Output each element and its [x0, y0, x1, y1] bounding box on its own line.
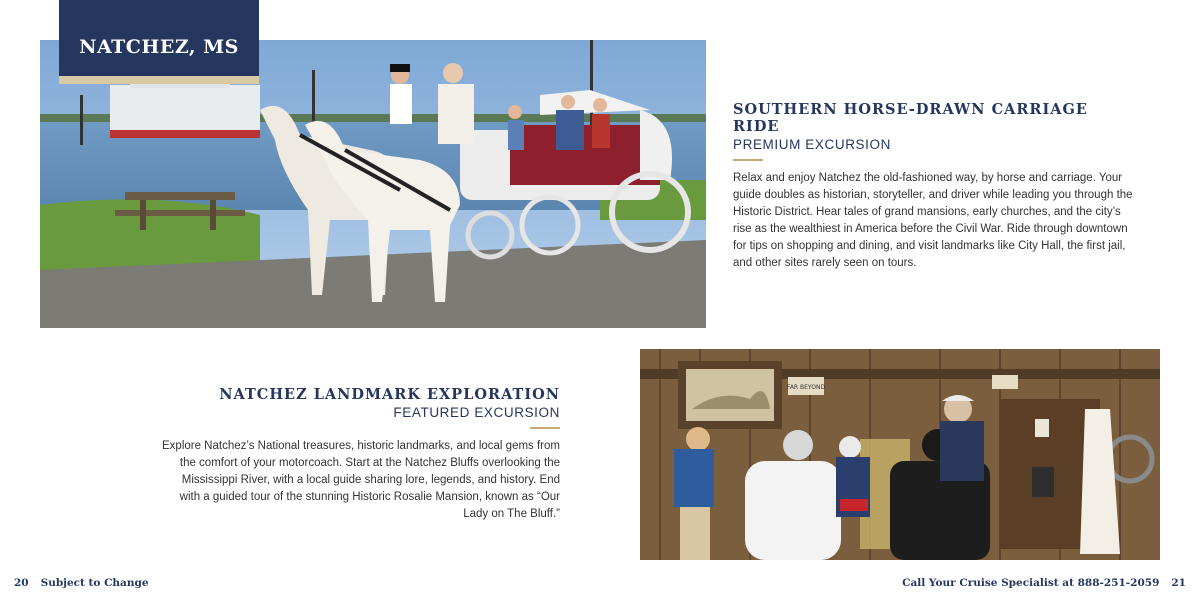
footer-disclaimer: Subject to Change — [40, 577, 149, 589]
excursion-carriage-section — [733, 101, 1133, 272]
sign-text: FAR BEYOND — [786, 384, 826, 391]
excursion-title: SOUTHERN HORSE-DRAWN CARRIAGE RIDE — [733, 101, 1088, 135]
title-tab-accent — [59, 76, 259, 84]
landmark-tour-illustration — [640, 349, 1160, 560]
footer-left — [14, 577, 149, 589]
divider — [733, 159, 763, 161]
footer-right — [902, 577, 1186, 589]
excursion-subtitle: PREMIUM EXCURSION — [733, 137, 891, 152]
landmark-tour-photo — [640, 349, 1160, 560]
divider — [530, 427, 560, 429]
page-number-left: 20 — [14, 577, 29, 589]
excursion-landmark-section — [160, 386, 560, 523]
page-number-right: 21 — [1171, 577, 1186, 589]
excursion-title: NATCHEZ LANDMARK EXPLORATION — [219, 386, 560, 403]
location-title-tab — [59, 0, 259, 84]
excursion-subtitle: FEATURED EXCURSION — [393, 405, 560, 420]
footer-contact: Call Your Cruise Specialist at 888-251-2059 — [902, 577, 1160, 589]
excursion-description: Relax and enjoy Natchez the old-fashioned way, by horse and carriage. Your guide doubles as historian, storyteller, and driver while leading you through the Historic District. Hear tales of grand mansions, early churches, and the city’s rise as the wealthiest in America before the Civil War. Ride through downtown for tips on shopping and dining, and visit landmarks like City Hall, the first jail, and other sites rarely seen on tours. — [733, 172, 1133, 269]
location-title: NATCHEZ, MS — [79, 36, 239, 58]
excursion-description: Explore Natchez’s National treasures, historic landmarks, and local gems from the comfort of your motorcoach. Start at the Natchez Bluffs overlooking the Mississippi River, with a local guide sharing lore, legends, and history. End with a guided tour of the stunning Historic Rosalie Mansion, known as “Our Lady on The Bluff.” — [162, 440, 560, 520]
